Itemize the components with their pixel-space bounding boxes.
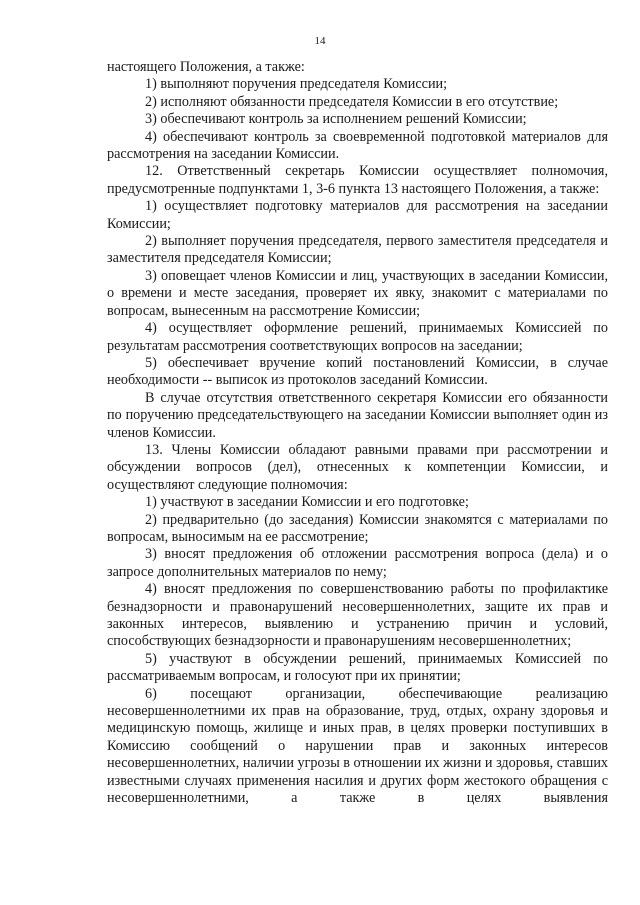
paragraph: 13. Члены Комиссии обладают равными правами при рассмотрении и обсуждении вопросов (дел), отнесенных к компетенции Комиссии, и осуществляют следующие полномочия: (107, 441, 608, 493)
paragraph: 4) обеспечивают контроль за своевременной подготовкой материалов для рассмотрения на заседании Комиссии. (107, 128, 608, 163)
paragraph: 12. Ответственный секретарь Комиссии осуществляет полномочия, предусмотренные подпунктами 1, 3-6 пункта 13 настоящего Положения, а также: (107, 163, 608, 197)
paragraph: 1) осуществляет подготовку материалов для рассмотрения на заседании Комиссии; (107, 198, 608, 232)
paragraph: 4) осуществляет оформление решений, принимаемых Комиссией по результатам рассмотрения соответствующих вопросов на заседании; (107, 320, 608, 354)
paragraph: 1) участвуют в заседании Комиссии и его подготовке; (145, 494, 469, 511)
paragraph: 6) посещают организации, обеспечивающие реализацию несовершеннолетними их прав на образование, труд, отдых, охрану здоровья и медицинскую помощь, жилище и иных прав, в целях проверки поступивших в Комиссию сообщений о нарушении прав и законных интересов несовершеннолетних, наличии угрозы в отношении их жизни и здоровья, ставших известными случаях применения насилия и других форм жестокого обращения с несовершеннолетними, а также в целях выявления (107, 685, 608, 807)
page-number: 14 (314, 35, 326, 47)
paragraph: 5) обеспечивает вручение копий постановлений Комиссии, в случае необходимости -- выписок из протоколов заседаний Комиссии. (107, 354, 608, 389)
paragraph: 4) вносят предложения по совершенствованию работы по профилактике безнадзорности и правонарушений несовершеннолетних, защите их прав и законных интересов, выявлению и устранению причин и условий, способствующих безнадзорности и правонарушениям несовершеннолетних; (107, 581, 608, 650)
paragraph: настоящего Положения, а также: (107, 59, 305, 75)
paragraph: 2) выполняет поручения председателя, первого заместителя председателя и заместителя председателя Комиссии; (107, 233, 608, 267)
paragraph: 1) выполняют поручения председателя Комиссии; (145, 76, 448, 93)
paragraph: 2) исполняют обязанности председателя Комиссии в его отсутствие; (145, 93, 559, 110)
paragraph: 2) предварительно (до заседания) Комиссии знакомятся с материалами по вопросам, выносимым на ее рассмотрение; (107, 511, 608, 545)
paragraph: 3) оповещает членов Комиссии и лиц, участвующих в заседании Комиссии, о времени и месте заседания, проверяет их явку, знакомит с материалами по вопросам, вынесенным на рассмотрение Комиссии; (107, 267, 608, 319)
paragraph: 3) вносят предложения об отложении рассмотрения вопроса (дела) и о запросе дополнительных материалов по нему; (107, 546, 608, 580)
paragraph: В случае отсутствия ответственного секретаря Комиссии его обязанности по поручению председательствующего на заседании Комиссии выполняет один из членов Комиссии. (107, 389, 608, 441)
body-text (107, 59, 608, 807)
paragraph: 3) обеспечивают контроль за исполнением решений Комиссии; (145, 111, 527, 128)
paragraph: 5) участвуют в обсуждении решений, принимаемых Комиссией по рассматриваемым вопросам, и голосуют при их принятии; (107, 650, 608, 685)
